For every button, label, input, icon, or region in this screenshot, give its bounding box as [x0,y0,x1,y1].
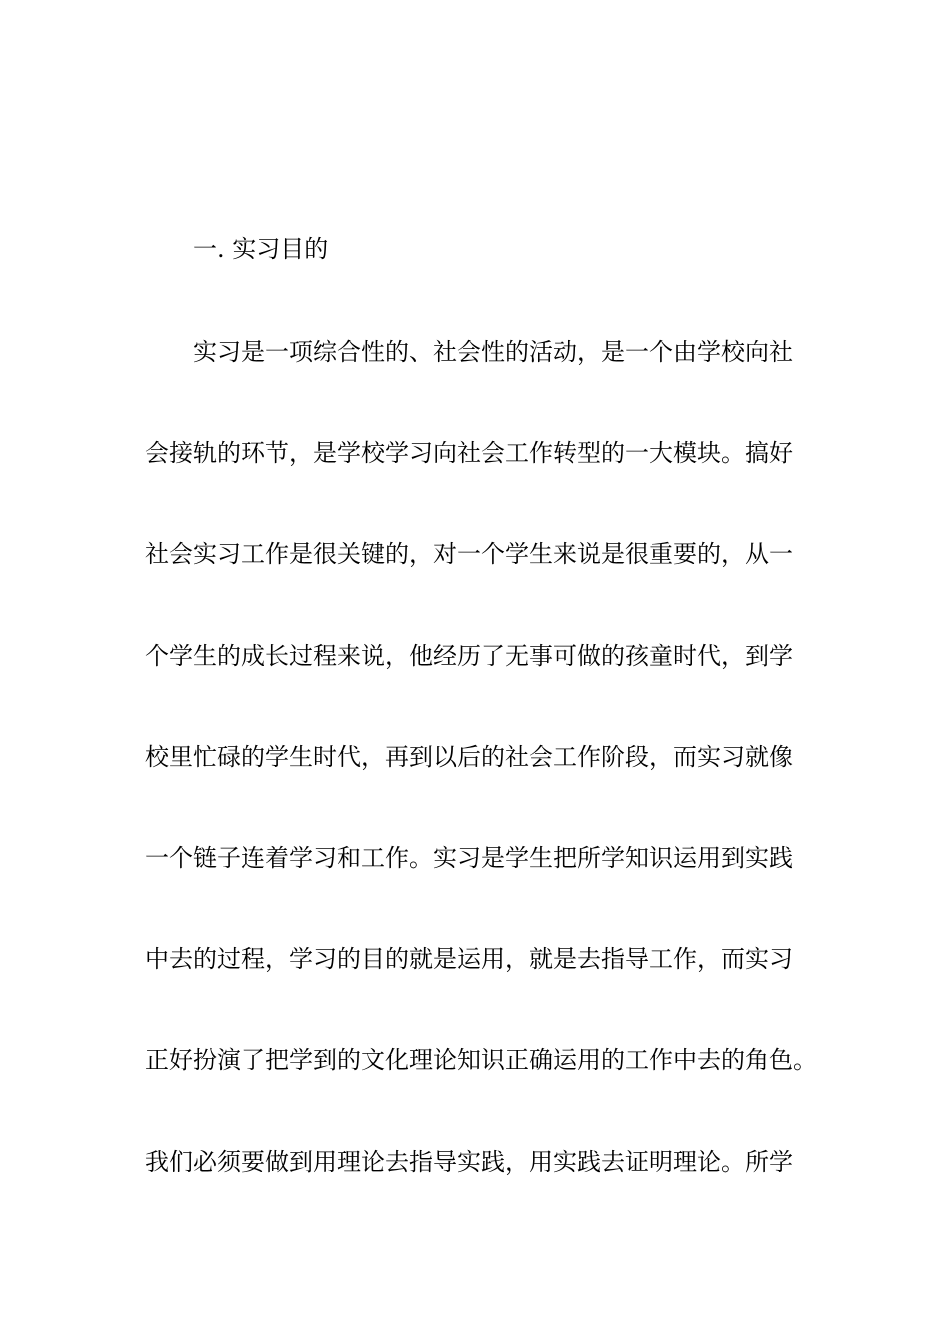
paragraph [145,335,825,1246]
paragraph-line: 社会实习工作是很关键的，对一个学生来说是很重要的，从一 [145,540,793,569]
paragraph-line: 我们必须要做到用理论去指导实践，用实践去证明理论。所学 [145,1147,793,1176]
paragraph-line: 一个链子连着学习和工作。实习是学生把所学知识运用到实践 [145,843,793,872]
paragraph-line: 正好扮演了把学到的文化理论知识正确运用的工作中去的角色。 [145,1046,817,1075]
paragraph-line: 个学生的成长过程来说，他经历了无事可做的孩童时代，到学 [145,641,793,670]
paragraph-line: 校里忙碌的学生时代，再到以后的社会工作阶段，而实习就像 [145,742,793,771]
paragraph-line: 中去的过程，学习的目的就是运用，就是去指导工作，而实习 [145,945,793,974]
paragraph-line: 会接轨的环节，是学校学习向社会工作转型的一大模块。搞好 [145,439,793,468]
paragraph-line: 实习是一项综合性的、社会性的活动，是一个由学校向社 [193,338,793,366]
section-heading: 一. 实习目的 [193,235,329,263]
